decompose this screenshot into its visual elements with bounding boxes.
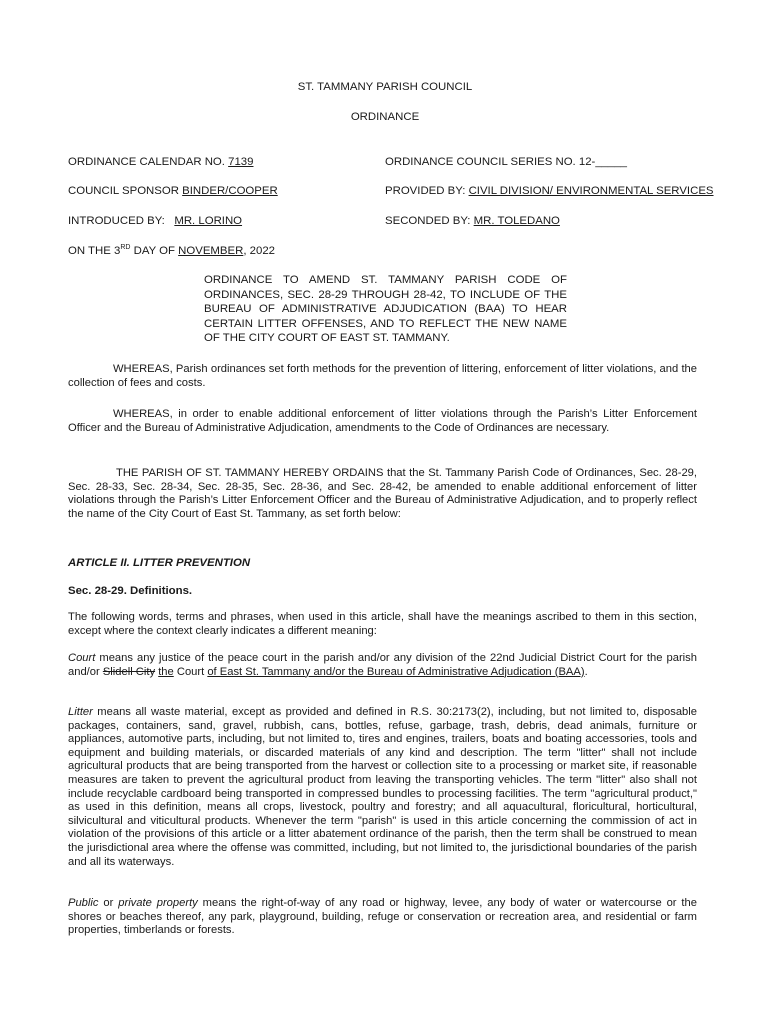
series-value: _____ [595,156,628,168]
inserted-text: the [158,665,174,678]
seconded-by [385,214,560,228]
council-series-number [385,155,627,169]
litter-text: means all waste material, except as provided and defined in R.S. 30:2173(2), including, but not limited to, disposable packages, containers, sand, gravel, rubbish, cans, bottles, refuse, garbage, trash, debris, dead animals, furniture or appliances, automotive parts, including, but not limited to, tires and engines, trailers, boats and boating accessories, tools and equipment and building materials, or discarded materials of any kind and description. The term "litter" shall not include agricultural products that are being transported from the harvest or collection site to a processing or market site, if reasonable measures are taken to prevent the agricultural product from leaving the transporting vehicles. The term "litter" also shall not include recyclable cardboard being transported in compressed bundles to processing facilities. The term "agricultural product," as used in this definition, means all crops, livestock, poultry and forestry; and all aquacultural, floricultural, horticultural, silvicultural and viticultural products. Whenever the term "parish" is used in this article concerning the commission of act in violation of the provisions of this article or a litter abatement ordinance of the parish, then the term shall be construed to mean the jurisdictional area where the offense was committed, including, but not limited to, the jurisdictional boundaries of the parish and all its waterways. [68,706,697,868]
court-text: means any justice of the peace court in the parish and/or any division of the 22nd Judicial District Court for the parish and/or [68,652,697,678]
sponsor-value: BINDER/COOPER [182,185,278,197]
court-end: . [584,665,588,678]
court-term: Court [68,652,96,664]
calendar-number [68,155,253,169]
calendar-value: 7139 [228,156,254,168]
litter-term: Litter [68,706,93,718]
struck-text: Slidell City [102,665,156,678]
council-heading: ST. TAMMANY PARISH COUNCIL [297,81,473,93]
seconded-label: SECONDED BY: [385,215,474,227]
date-middle: DAY OF [130,245,179,257]
article-heading: ARTICLE II. LITTER PREVENTION [68,557,251,569]
date-ordinal-suffix: RD [120,244,131,252]
series-label: ORDINANCE COUNCIL SERIES NO. 12- [385,156,596,168]
calendar-label: ORDINANCE CALENDAR NO. [68,156,229,168]
adoption-date [68,244,275,258]
document-type-heading: ORDINANCE [350,111,420,123]
property-definition [68,897,697,938]
property-text: means the right-of-way of any road or highway, levee, any body of water or watercourse or the shores or beaches thereof, any park, playground, building, refuge or conservation or recreation area, and residential or farm properties, timberlands or forests. [68,897,697,937]
date-month: NOVEMBER [178,245,244,257]
introduced-label: INTRODUCED BY: [68,215,175,227]
seconded-value: MR. TOLEDANO [473,215,560,227]
litter-definition [68,706,697,869]
private-property-term: private property [118,897,198,909]
ordains-paragraph: THE PARISH OF ST. TAMMANY HEREBY ORDAINS that the St. Tammany Parish Code of Ordinances, Sec. 28-29, Sec. 28-33, Sec. 28-34, Sec. 28-35, Sec. 28-36, and Sec. 28-42, be amended to enable additional enforcement of litter violations through the Parish’s Litter Enforcement Officer and the Bureau of Administrative Adjudication, and to properly reflect the name of the City Court of East St. Tammany, as set forth below: [68,467,697,520]
section-heading: Sec. 28-29. Definitions. [68,585,193,597]
or-text: or [98,897,119,909]
introduced-value: MR. LORINO [174,215,243,227]
provided-label: PROVIDED BY: [385,185,469,197]
court-definition [68,652,697,679]
public-term: Public [68,897,99,909]
date-prefix: ON THE 3 [68,245,121,257]
sponsor-label: COUNCIL SPONSOR [68,185,183,197]
ordinance-title: ORDINANCE TO AMEND ST. TAMMANY PARISH CODE OF ORDINANCES, SEC. 28-29 THROUGH 28-42, TO INCLUDE OF THE BUREAU OF ADMINISTRATIVE ADJUDICATION (BAA) TO HEAR CERTAIN LITTER OFFENSES, AND TO REFLECT THE NEW NAME OF THE CITY COURT OF EAST ST. TAMMANY. [204,274,567,345]
introduced-by [68,214,242,228]
provided-value: CIVIL DIVISION/ ENVIRONMENTAL SERVICES [468,185,714,197]
inserted-text-2: of East St. Tammany and/or the Bureau of Administrative Adjudication (BAA) [207,665,585,678]
court-text-2: Court [173,665,208,678]
whereas-paragraph-1: WHEREAS, Parish ordinances set forth methods for the prevention of littering, enforcement of litter violations, and the collection of fees and costs. [68,363,697,389]
whereas-paragraph-2: WHEREAS, in order to enable additional enforcement of litter violations through the Parish’s Litter Enforcement Officer and the Bureau of Administrative Adjudication, amendments to the Code of Ordinances are necessary. [68,408,697,434]
definitions-intro: The following words, terms and phrases, when used in this article, shall have the meanings ascribed to them in this section, except where the context clearly indicates a different meaning: [68,611,697,637]
council-sponsor [68,184,278,198]
provided-by [385,184,714,198]
date-year: , 2022 [243,245,276,257]
